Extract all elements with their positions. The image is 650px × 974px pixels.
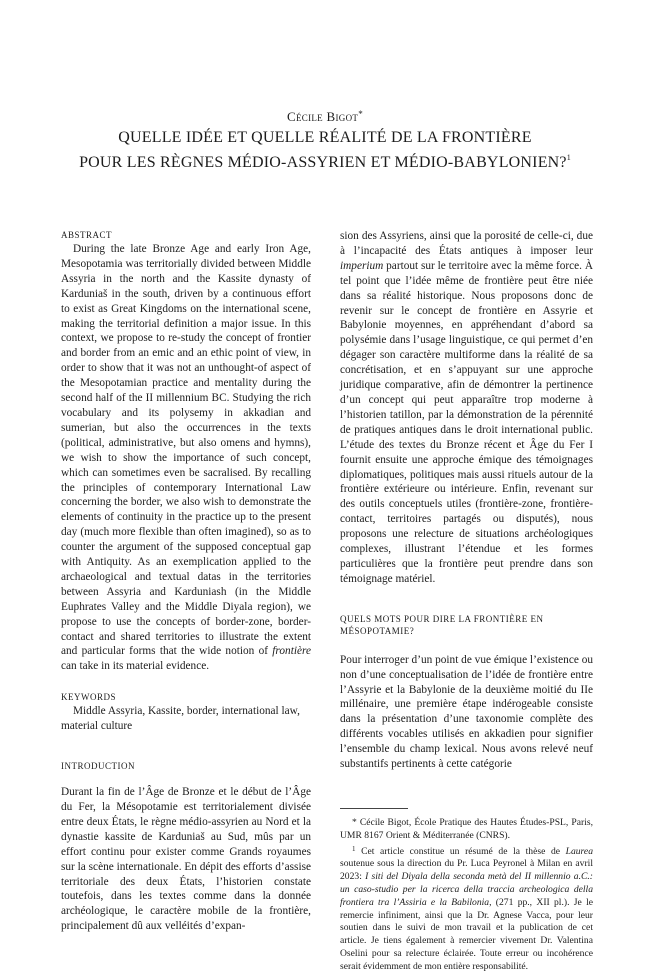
continued-text-italic: imperium (340, 259, 384, 272)
abstract-text (61, 242, 311, 674)
footnote-1-a: Cet article constitue un résumé de la thèse de (355, 845, 566, 857)
section-heading-mots: QUELS MOTS POUR DIRE LA FRONTIÈRE EN MÉSOPOTAMIE? (340, 613, 544, 636)
left-column (61, 229, 311, 934)
footnote-1-italic-2: I siti del Diyala della seconda metà del II millennio a.C.: un caso-studio per la ricerca della traccia archeologica della frontiera tra l’Assiria e la Babilonia (340, 871, 593, 908)
section-text-mots: Pour interroger d’un point de vue émique l’existence ou non d’une conceptualisation de l’idée de frontière entre l’Assyrie et la Babylonie de la deuxième moitié du IIe millénaire, une première étape indérogeable consiste dans la présentation d’une taxonomie complète des différents vocables utilisés en akkadien pour signifier l’ensemble du champ lexical. Nous avons relevé neuf substantifs pertinents à cette catégorie (340, 653, 593, 771)
keywords-heading: KEYWORDS (61, 692, 116, 703)
paper-title (0, 128, 650, 173)
footnote-1-mark: 1 (352, 844, 356, 853)
footnote-1-c: , (271 pp., XII pl.). Je le remercie infiniment, ainsi que la Dr. Agnese Vacca, pour leur soutien dans le suivi de mon travail et la publication de cet article. Je tiens également à remercier vivement Dr. Valentina Oselini pour sa relecture éclairée. Toute erreur ou incohérence serait évidemment de mon entière responsabilité. (340, 896, 593, 972)
title-footnote-mark: 1 (566, 153, 571, 162)
continued-text (340, 229, 593, 587)
right-column (340, 229, 593, 974)
title-line-2-text: POUR LES RÈGNES MÉDIO-ASSYRIEN ET MÉDIO-BABYLONIEN? (79, 154, 567, 171)
keywords-text: Middle Assyria, Kassite, border, international law, material culture (61, 705, 300, 733)
continued-text-a: sion des Assyriens, ainsi que la porosité de celle-ci, due à l’incapacité des États antiques à imposer leur (340, 230, 593, 257)
footnote-1-italic-1: Laurea (565, 845, 593, 857)
continued-text-b: partout sur le territoire avec la même force. À tel point que l’idée même de frontière peut être niée dans sa réalité historique. Nous proposons donc de revenir sur le concept de frontière en Assyrie et Babylonie moyennes, en appréhendant d’abord sa polysémie dans l’usage linguistique, ce qui permet d’en dégager son caractère multiforme dans la réalité de sa concrétisation, et en s’appuyant sur une approche juridique comparative, afin de démontrer la pertinence d’un concept qui peut apparaître trop moderne à l’historien tatillon, par la démonstration de la pérennité de pratiques antiques dans le droit international public. L’étude des textes du Bronze récent et Âge du Fer I fournit ensuite une approche émique des témoignages diplomatiques, politiques mais aussi rituels autour de la frontière extérieure ou intérieure. Enfin, revenant sur des outils conceptuels utiles (frontière-zone, frontière-contact, territoires partagés ou disputés), nous proposons une relecture de situations archéologiques complexes, illustrant l’étendue et les formes particulières que la frontière peut prendre dans son témoignage matériel. (340, 259, 593, 585)
footnote-author: * Cécile Bigot, École Pratique des Hautes Études-PSL, Paris, UMR 8167 Orient & Méditerranée (CNRS). (340, 817, 593, 841)
author-footnote-mark: * (358, 109, 363, 119)
footnote-1 (340, 843, 593, 974)
abstract-text-a: During the late Bronze Age and early Iron Age, Mesopotamia was territorially divided between Middle Assyria in the north and the Kassite dynasty of Karduniaš in the south, driven by a continuous effort to exist as Great Kingdoms on the international scene, making the territorial definition a major issue. In this context, we propose to re-study the concept of frontier and border from an emic and an ethic point of view, in order to show that it was not an unthought-of aspect of the Mesopotamian practice and mentality during the second half of the II millennium BC. Studying the rich vocabulary and its polysemy in akkadian and sumerian, but also the occurrences in the texts (political, administrative, but also omens and hymns), we wish to show the importance of such concept, which can sometimes even be sacralised. By recalling the principles of contemporary International Law concerning the border, we also wish to demonstrate the elements of continuity in the practice up to the present day (much more flexible than often imagined), so as to counter the argument of the supposed conceptual gap with Antiquity. As an exemplication applied to the archaeological and textual datas in the territories between Assyria and Karduniash (in the Middle Euphrates Valley and the Middle Diyala region), we propose to use the concepts of border-zone, border-contact and shared territories to illustrate the extent and particular forms that the wide notion of (61, 243, 311, 658)
introduction-text: Durant la fin de l’Âge de Bronze et le début de l’Âge du Fer, la Mésopotamie est territorialement divisée entre deux États, le règne médio-assyrien au Nord et la dynastie kassite de Karduniaš au Sud, mûs par un effort continu pour exister comme Grands royaumes sur la scène internationale. En dépit des efforts d’assise territoriale des deux États, l’historien constate toutefois, dans les textes comme dans la donnée archéologique, le caractère mobile de la frontière, principalement dû aux velléités d’expan- (61, 786, 311, 933)
title-line-1: QUELLE IDÉE ET QUELLE RÉALITÉ DE LA FRONTIÈRE (118, 129, 532, 146)
abstract-heading: ABSTRACT (61, 230, 113, 240)
author-line (0, 109, 650, 125)
introduction-heading: INTRODUCTION (61, 761, 135, 772)
title-line-2 (0, 148, 650, 173)
footnote-1-b: soutenue sous la direction du Pr. Luca Peyronel à Milan en avril 2023: (340, 858, 593, 883)
author-name: Cécile Bigot (287, 109, 359, 124)
abstract-text-b: can take in its material evidence. (61, 660, 210, 673)
footnote-rule (340, 808, 408, 809)
abstract-text-italic: frontière (272, 645, 311, 658)
